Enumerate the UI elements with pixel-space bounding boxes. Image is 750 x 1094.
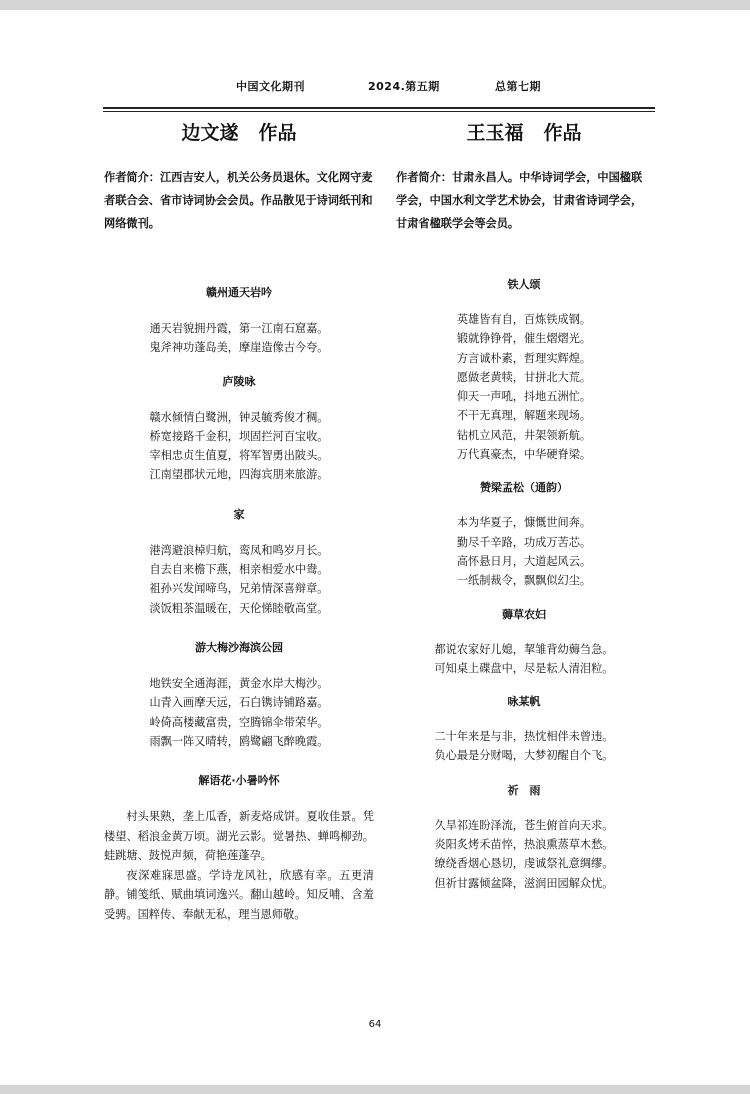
- poem-line: 赣水倾情白鹭洲，钟灵毓秀俊才稠。: [149, 410, 329, 424]
- poem-title: 游大梅沙海滨公园: [195, 640, 283, 654]
- poem-title: 咏某帆: [507, 695, 541, 709]
- poem-title: 祈 雨: [507, 783, 541, 797]
- poem-title: 赞梁孟松（通韵）: [480, 481, 568, 495]
- issue-number: 2024.第五期: [368, 80, 440, 93]
- left-author-name: 边文遂: [181, 122, 239, 144]
- poem-line: 地铁安全通海涯，黄金水岸大梅沙。: [149, 676, 329, 690]
- poem-line: 祖孙兴发闻啼鸟，兄弟情深喜辩章。: [149, 582, 329, 596]
- poem-paragraph: 村头果熟，垄上瓜香，新麦烙成饼。夏收佳景。凭楼望、稻浪金黄万顷。湖光云影。觉暑热、蝉鸣柳劲。蛙跳塘、鼓悦声频，荷艳莲蓬孕。: [104, 810, 374, 863]
- right-author-bio: 作者简介：甘肃永昌人。中华诗词学会，中国楹联学会，中国水利文学艺术协会，甘肃省诗词学会，甘肃省楹联学会等会员。: [396, 171, 643, 230]
- poem-line: 方言诚朴素，哲理实辉煌。: [456, 351, 592, 365]
- poem-line: 通天岩貌拥丹霞，第一江南石窟嘉。: [149, 322, 329, 335]
- poem-line: 都说农家好儿媳，挈雏背幼薅刍急。: [434, 642, 614, 656]
- right-poems: [396, 275, 652, 893]
- poem-paragraph: 夜深难寐思盛。学诗龙风社，欣感有幸。五更清静。铺笺纸、赋曲填词逸兴。翻山越岭。知反哺、含羞受骋。国粹传、奉献无私，理当恩师敬。: [104, 868, 374, 921]
- poem-title: 赣州通天岩吟: [206, 286, 272, 299]
- header-rule-thick: [103, 107, 655, 109]
- poem-line: 万代真豪杰，中华硬脊梁。: [456, 448, 592, 462]
- poem-title: 薅草农妇: [502, 607, 546, 621]
- right-works-label: 作品: [543, 122, 582, 144]
- poem-line: 二十年来是与非，热忱相伴未曾违。: [434, 730, 614, 744]
- poem-line: 本为华夏子，慷慨世间奔。: [456, 516, 592, 530]
- poem-title: 庐陵咏: [222, 374, 256, 388]
- poem-line: 高怀悬日月，大道起风云。: [456, 554, 592, 568]
- poem-line: 鬼斧神功蓬岛美，摩崖造像古今夸。: [149, 341, 329, 355]
- poem-line: 但祈甘露倾盆降，滋润田园解众忧。: [434, 876, 614, 890]
- poem-line: 锻就铮铮骨，催生熠熠光。: [456, 332, 592, 346]
- poem-line: 炎阳炙烤禾苗悴，热浪熏蒸草木愁。: [434, 838, 614, 852]
- poem-title: 铁人颂: [507, 278, 541, 291]
- poem-line: 淡饭粗茶温暖在，天伦悌睦敬高堂。: [149, 601, 329, 615]
- page: [0, 10, 750, 1085]
- right-author-heading: [396, 118, 652, 148]
- right-author-name: 王玉福: [466, 122, 524, 144]
- page-number: 64: [368, 1019, 382, 1030]
- poem-title: 解语花·小暑吟怀: [198, 774, 280, 788]
- left-author-heading: [104, 118, 374, 148]
- header-rule-thin: [103, 111, 655, 112]
- poem-line: 勤尽千辛路，功成万苦芯。: [456, 535, 592, 549]
- journal-name: 中国文化期刊: [236, 80, 305, 93]
- left-poems: [104, 283, 374, 924]
- right-column: [396, 118, 652, 893]
- poem-line: 仰天一声吼，抖地五洲忙。: [456, 390, 592, 404]
- poem-title: 家: [233, 507, 245, 521]
- left-works-label: 作品: [258, 122, 297, 144]
- poem-line: 负心最是分财喝，大梦初醒自个飞。: [434, 749, 614, 763]
- poem-line: 雨飘一阵又晴转，鸥鹭翩飞醉晚霞。: [149, 734, 329, 748]
- left-column: [104, 118, 374, 924]
- total-issue: 总第七期: [495, 80, 541, 93]
- poem-line: 一纸制裁令，飘飘似幻尘。: [456, 574, 592, 588]
- poem-line: 愿做老黄犊，甘拼北大荒。: [456, 370, 592, 384]
- left-author-bio: 作者简介：江西吉安人，机关公务员退休。文化网守麦者联合会、省市诗词协会会员。作品散见于诗词纸刊和网络微刊。: [104, 171, 373, 230]
- poem-line: 港湾避浪棹归航，鸾凤和鸣岁月长。: [149, 543, 329, 557]
- poem-line: 久旱祁连盼泽流，苍生俯首向天求。: [434, 818, 614, 832]
- poem-line: 桥宽接路千金积，坝固拦河百宝收。: [149, 429, 329, 443]
- poem-line: 自去自来檐下燕，相亲相爱水中鸯。: [149, 563, 329, 577]
- poem-line: 岭倚高楼藏富贵，空腾锦伞带荣华。: [149, 715, 329, 729]
- poem-line: 山青入画摩天远，石白镌诗铺路嘉。: [149, 696, 329, 710]
- poem-line: 钻机立风范，井架领新航。: [456, 428, 592, 442]
- poem-line: 江南望郡状元地，四海宾朋来旅游。: [149, 468, 329, 482]
- poem-line: 缭绕香烟心恳切，虔诚祭礼意绸缪。: [434, 857, 614, 871]
- poem-line: 英雄皆有自，百炼铁成钢。: [456, 313, 592, 326]
- poem-line: 不干无真理，解题来现场。: [456, 409, 592, 423]
- poem-line: 宰相忠贞生值夏，将军智勇出陂头。: [149, 449, 329, 463]
- poem-line: 可知桌上碟盘中，尽是耘人清泪粒。: [434, 661, 614, 675]
